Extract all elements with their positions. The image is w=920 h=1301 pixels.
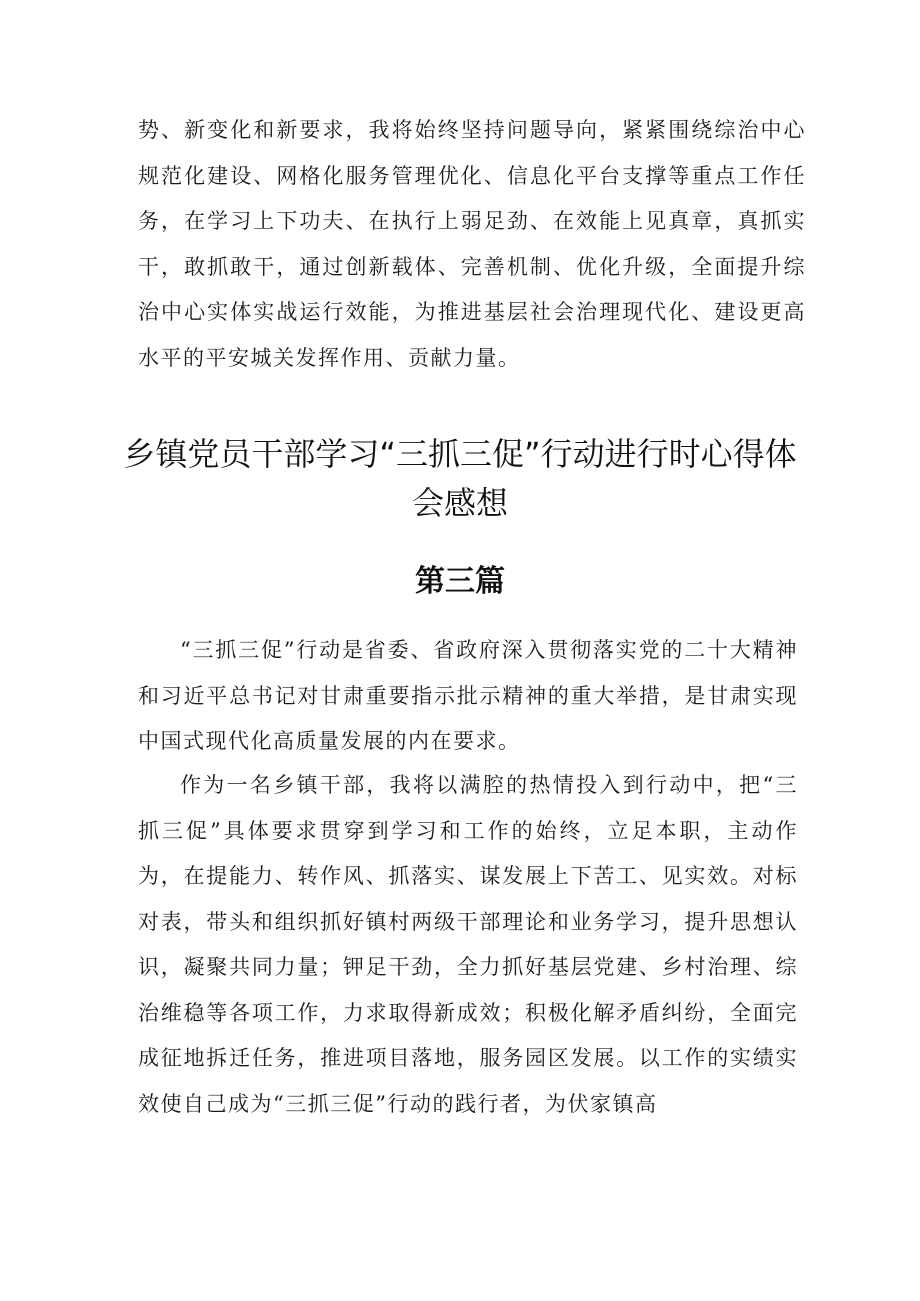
body-paragraph-2: 作为一名乡镇干部，我将以满腔的热情投入到行动中，把“三抓三促”具体要求贯穿到学习和工作的始终，立足本职，主动作为，在提能力、转作风、抓落实、谋发展上下苦工、见实效。对标对表，带头和组织抓好镇村两级干部理论和业务学习，提升思想认识，凝聚共同力量；钾足干劲，全力抓好基层党建、乡村治理、综治维稳等各项工作，力求取得新成效；积极化解矛盾纠纷，全面完成征地拆迁任务，推进项目落地，服务园区发展。以工作的实绩实效使自己成为“三抓三促”行动的践行者，为伏家镇高 bbox=[138, 773, 798, 1116]
continuation-paragraph: 势、新变化和新要求，我将始终坚持问题导向，紧紧围绕综治中心规范化建设、网格化服务管理优化、信息化平台支撑等重点工作任务，在学习上下功夫、在执行上弱足劲、在效能上见真章，真抓实干，敢抓敢干，通过创新载体、完善机制、优化升级，全面提升综治中心实体实战运行效能，为推进基层社会治理现代化、建设更高水平的平安城关发挥作用、贡献力量。 bbox=[138, 118, 806, 370]
document-title: 乡镇党员干部学习“三抓三促”行动进行时心得体会感想 bbox=[123, 435, 797, 522]
section-heading: 第三篇 bbox=[415, 564, 505, 599]
body-paragraph-1: “三抓三促”行动是省委、省政府深入贯彻落实党的二十大精神和习近平总书记对甘肃重要指示批示精神的重大举措，是甘肃实现中国式现代化高质量发展的内在要求。 bbox=[138, 638, 798, 753]
